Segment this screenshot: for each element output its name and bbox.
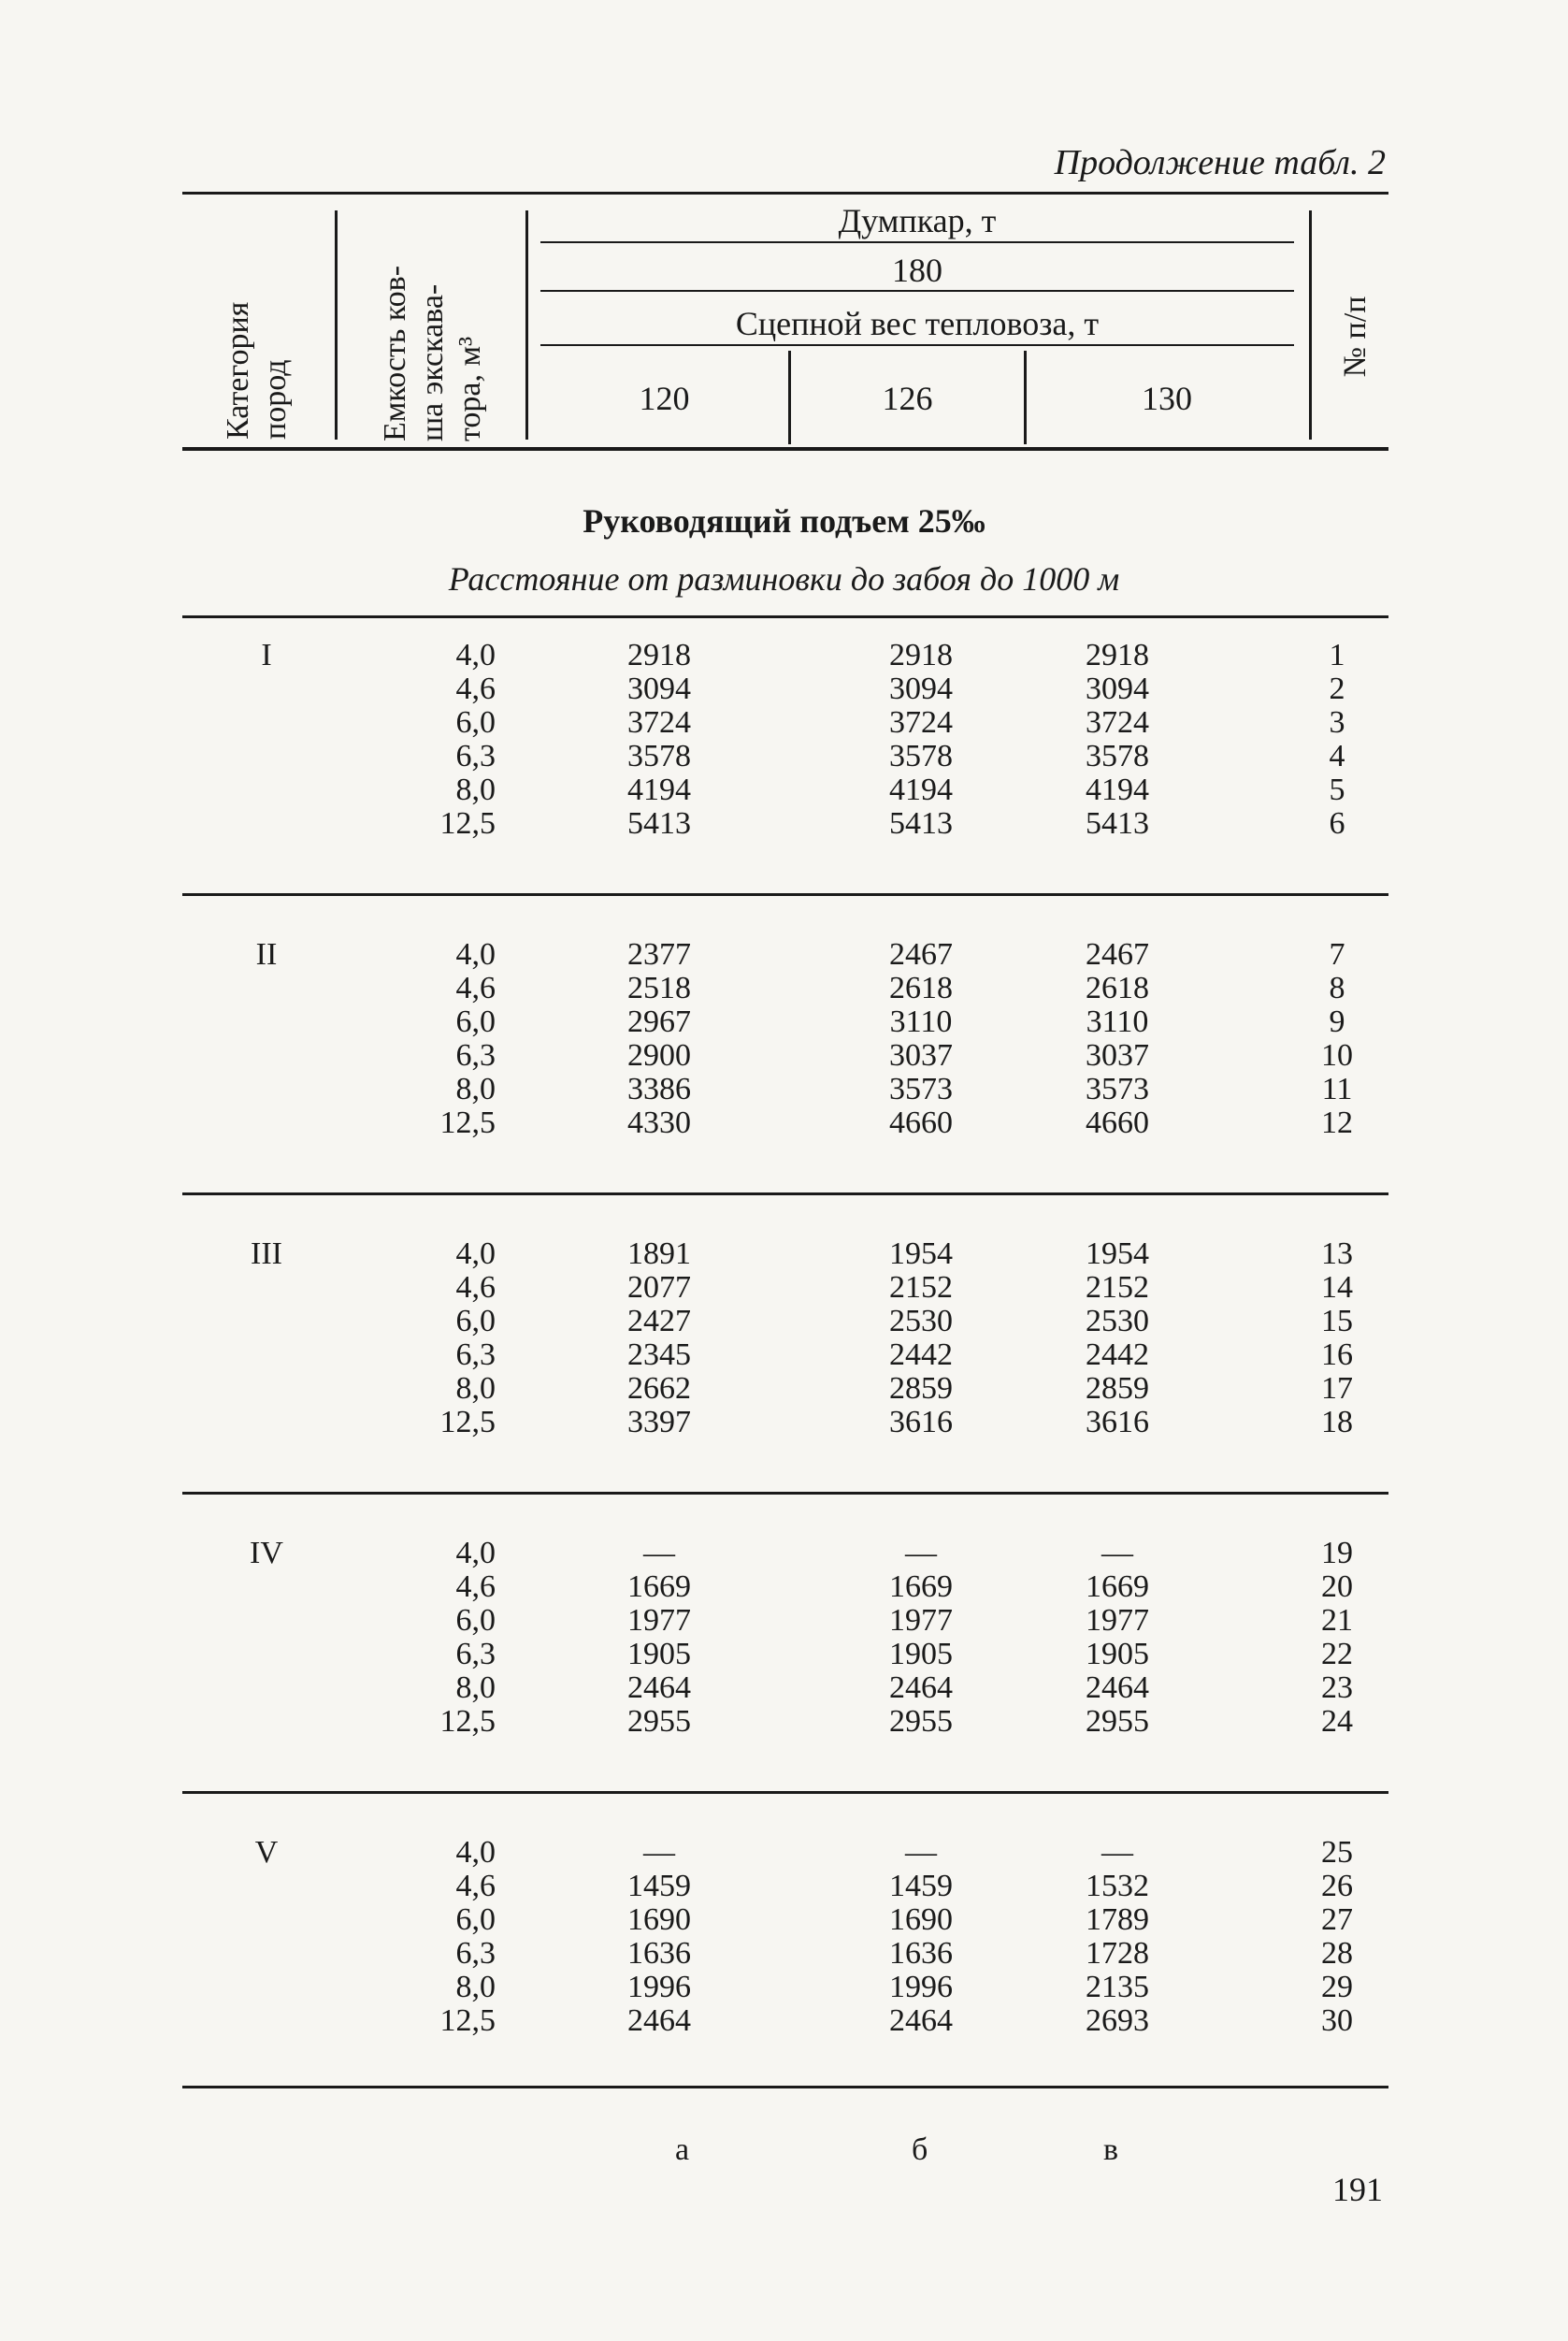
bucket-capacity-cell: 4,6 (455, 1569, 496, 1604)
value-120-cell: 1996 (627, 1970, 691, 2004)
row-number-cell: 22 (1321, 1637, 1353, 1671)
value-126-cell: 1669 (889, 1569, 953, 1604)
value-120-cell: 1690 (627, 1902, 691, 1937)
category-label: I (261, 638, 272, 672)
row-number-cell: 28 (1321, 1936, 1353, 1971)
row-number-cell: 14 (1321, 1270, 1353, 1305)
bucket-capacity-cell: 6,0 (455, 1603, 496, 1638)
bucket-capacity-cell: 4,0 (455, 937, 496, 972)
footer-label-b: б (912, 2132, 928, 2167)
value-120-cell: 1459 (627, 1869, 691, 1903)
value-130-cell: — (1101, 1536, 1133, 1570)
value-120-cell: 2427 (627, 1304, 691, 1338)
row-number-cell: 12 (1321, 1105, 1353, 1140)
section-subtitle: Расстояние от разминовки до забоя до 1000 м (448, 560, 1120, 598)
value-126-cell: 3094 (889, 672, 953, 706)
value-126-cell: 2467 (889, 937, 953, 972)
bucket-capacity-cell: 6,0 (455, 1304, 496, 1338)
value-126-cell: 2530 (889, 1304, 953, 1338)
value-130-cell: 3724 (1086, 705, 1149, 740)
value-130-cell: 2464 (1086, 1670, 1149, 1705)
bucket-capacity-cell: 6,0 (455, 705, 496, 740)
bucket-capacity-cell: 12,5 (439, 2003, 496, 2038)
bucket-capacity-cell: 4,6 (455, 971, 496, 1005)
value-130-cell: 2152 (1086, 1270, 1149, 1305)
bucket-capacity-cell: 6,3 (455, 1337, 496, 1372)
value-126-cell: 1459 (889, 1869, 953, 1903)
row-number-cell: 18 (1321, 1405, 1353, 1439)
value-130-cell: 3110 (1086, 1004, 1149, 1039)
page-number: 191 (1332, 2171, 1383, 2208)
footer-label-c: в (1103, 2132, 1119, 2167)
value-130-cell: 1954 (1086, 1236, 1149, 1271)
value-120-cell: 3386 (627, 1072, 691, 1106)
header-divider-1 (335, 210, 338, 440)
value-120-cell: 2464 (627, 1670, 691, 1705)
row-number-cell: 25 (1321, 1835, 1353, 1870)
header-divider-3 (1309, 210, 1312, 440)
header-capacity-line-2: ша экскава- (415, 283, 450, 441)
row-number-cell: 5 (1329, 773, 1345, 807)
value-130-cell: 3037 (1086, 1038, 1149, 1073)
value-126-cell: 1905 (889, 1637, 953, 1671)
category-label: II (255, 937, 278, 972)
row-number-cell: 20 (1321, 1569, 1353, 1604)
header-category (187, 210, 327, 440)
value-120-cell: — (643, 1536, 675, 1570)
value-126-cell: 2918 (889, 638, 953, 672)
row-number-cell: 24 (1321, 1704, 1353, 1739)
bucket-capacity-cell: 6,3 (455, 739, 496, 773)
bucket-capacity-cell: 6,0 (455, 1902, 496, 1937)
bucket-capacity-cell: 4,6 (455, 1270, 496, 1305)
value-120-cell: 1891 (627, 1236, 691, 1271)
value-130-cell: 1789 (1086, 1902, 1149, 1937)
group-divider-1 (182, 893, 1388, 896)
value-120-cell: 2900 (627, 1038, 691, 1073)
bucket-capacity-cell: 4,6 (455, 672, 496, 706)
row-number-cell: 11 (1321, 1072, 1353, 1106)
bucket-capacity-cell: 8,0 (455, 1072, 496, 1106)
value-120-cell: 2345 (627, 1337, 691, 1372)
value-120-cell: 2077 (627, 1270, 691, 1305)
section-title: Руководящий подъем 25‰ (583, 502, 985, 540)
category-label: III (251, 1236, 282, 1271)
value-130-cell: 2442 (1086, 1337, 1149, 1372)
header-category-line-2: пород (258, 359, 293, 440)
header-weight-120: 120 (639, 380, 690, 417)
value-120-cell: 4330 (627, 1105, 691, 1140)
value-130-cell: 1532 (1086, 1869, 1149, 1903)
category-label: IV (250, 1536, 283, 1570)
bucket-capacity-cell: 6,3 (455, 1038, 496, 1073)
bucket-capacity-cell: 8,0 (455, 1970, 496, 2004)
value-120-cell: 2918 (627, 638, 691, 672)
value-120-cell: 1636 (627, 1936, 691, 1971)
value-130-cell: 1905 (1086, 1637, 1149, 1671)
value-130-cell: 2530 (1086, 1304, 1149, 1338)
value-126-cell: 1996 (889, 1970, 953, 2004)
value-130-cell: 3094 (1086, 672, 1149, 706)
header-weight-130: 130 (1142, 380, 1192, 417)
bucket-capacity-cell: 12,5 (439, 1405, 496, 1439)
continuation-label: Продолжение табл. 2 (1054, 143, 1386, 182)
value-126-cell: 4660 (889, 1105, 953, 1140)
row-number-cell: 3 (1329, 705, 1345, 740)
value-126-cell: 3573 (889, 1072, 953, 1106)
header-rule-dumpcar (540, 241, 1294, 243)
bucket-capacity-cell: 8,0 (455, 1371, 496, 1406)
value-130-cell: 2955 (1086, 1704, 1149, 1739)
value-120-cell: 2518 (627, 971, 691, 1005)
value-126-cell: 1977 (889, 1603, 953, 1638)
value-120-cell: 5413 (627, 806, 691, 841)
header-dumpcar: Думпкар, т (838, 202, 997, 239)
value-130-cell: 2918 (1086, 638, 1149, 672)
bucket-capacity-cell: 6,3 (455, 1637, 496, 1671)
value-126-cell: 4194 (889, 773, 953, 807)
header-divider-2 (525, 210, 528, 440)
bucket-capacity-cell: 4,6 (455, 1869, 496, 1903)
value-126-cell: 1690 (889, 1902, 953, 1937)
value-126-cell: 2955 (889, 1704, 953, 1739)
bucket-capacity-cell: 4,0 (455, 1835, 496, 1870)
value-130-cell: 1728 (1086, 1936, 1149, 1971)
row-number-cell: 19 (1321, 1536, 1353, 1570)
bucket-capacity-cell: 12,5 (439, 1704, 496, 1739)
row-number-cell: 13 (1321, 1236, 1353, 1271)
header-capacity-line-1: Емкость ков- (378, 265, 412, 441)
value-130-cell: 4194 (1086, 773, 1149, 807)
row-number-cell: 21 (1321, 1603, 1353, 1638)
header-top-rule (182, 192, 1388, 195)
category-label: V (254, 1835, 279, 1870)
value-120-cell: 1669 (627, 1569, 691, 1604)
value-120-cell: 2967 (627, 1004, 691, 1039)
header-number-text: № п/п (1338, 296, 1373, 378)
group-divider-2 (182, 1192, 1388, 1195)
value-126-cell: 1636 (889, 1936, 953, 1971)
value-120-cell: 2464 (627, 2003, 691, 2038)
row-number-cell: 30 (1321, 2003, 1353, 2038)
footer-label-a: а (675, 2132, 690, 2167)
value-126-cell: 5413 (889, 806, 953, 841)
value-130-cell: 4660 (1086, 1105, 1149, 1140)
header-number (1318, 210, 1388, 440)
row-number-cell: 2 (1329, 672, 1345, 706)
header-bottom-rule (182, 447, 1388, 451)
group-divider-3 (182, 1492, 1388, 1495)
value-130-cell: 3616 (1086, 1405, 1149, 1439)
bucket-capacity-cell: 6,0 (455, 1004, 496, 1039)
value-120-cell: 3397 (627, 1405, 691, 1439)
row-number-cell: 17 (1321, 1371, 1353, 1406)
body-top-rule (182, 615, 1388, 618)
value-120-cell: 3094 (627, 672, 691, 706)
value-126-cell: 3578 (889, 739, 953, 773)
row-number-cell: 15 (1321, 1304, 1353, 1338)
value-120-cell: 2662 (627, 1371, 691, 1406)
value-130-cell: 5413 (1086, 806, 1149, 841)
value-126-cell: 2859 (889, 1371, 953, 1406)
value-130-cell: 2859 (1086, 1371, 1149, 1406)
row-number-cell: 6 (1329, 806, 1345, 841)
row-number-cell: 27 (1321, 1902, 1353, 1937)
bucket-capacity-cell: 6,3 (455, 1936, 496, 1971)
value-120-cell: 1905 (627, 1637, 691, 1671)
value-120-cell: 3578 (627, 739, 691, 773)
value-120-cell: — (643, 1835, 675, 1870)
bucket-capacity-cell: 4,0 (455, 1236, 496, 1271)
value-130-cell: 3578 (1086, 739, 1149, 773)
bucket-capacity-cell: 12,5 (439, 1105, 496, 1140)
header-category-line-1: Категория (221, 301, 255, 440)
row-number-cell: 29 (1321, 1970, 1353, 2004)
value-120-cell: 1977 (627, 1603, 691, 1638)
value-126-cell: 3724 (889, 705, 953, 740)
row-number-cell: 7 (1329, 937, 1345, 972)
group-divider-4 (182, 1791, 1388, 1794)
header-capacity-line-3: тора, м³ (453, 336, 487, 441)
value-126-cell: 2464 (889, 2003, 953, 2038)
header-dumpcar-value: 180 (892, 252, 942, 289)
value-120-cell: 2377 (627, 937, 691, 972)
row-number-cell: 26 (1321, 1869, 1353, 1903)
row-number-cell: 8 (1329, 971, 1345, 1005)
header-capacity (344, 210, 522, 440)
value-130-cell: 1669 (1086, 1569, 1149, 1604)
value-126-cell: — (905, 1835, 937, 1870)
row-number-cell: 1 (1329, 638, 1345, 672)
value-130-cell: — (1101, 1835, 1133, 1870)
row-number-cell: 10 (1321, 1038, 1353, 1073)
bucket-capacity-cell: 8,0 (455, 1670, 496, 1705)
value-126-cell: 3110 (889, 1004, 953, 1039)
bucket-capacity-cell: 8,0 (455, 773, 496, 807)
header-rule-180 (540, 290, 1294, 292)
value-130-cell: 2467 (1086, 937, 1149, 972)
body-bottom-rule (182, 2086, 1388, 2088)
value-130-cell: 2135 (1086, 1970, 1149, 2004)
value-126-cell: 1954 (889, 1236, 953, 1271)
row-number-cell: 16 (1321, 1337, 1353, 1372)
header-weight-126: 126 (882, 380, 933, 417)
bucket-capacity-cell: 4,0 (455, 1536, 496, 1570)
row-number-cell: 4 (1329, 739, 1345, 773)
value-130-cell: 3573 (1086, 1072, 1149, 1106)
value-126-cell: 3037 (889, 1038, 953, 1073)
value-126-cell: 2152 (889, 1270, 953, 1305)
value-126-cell: 2618 (889, 971, 953, 1005)
value-126-cell: — (905, 1536, 937, 1570)
value-130-cell: 2618 (1086, 971, 1149, 1005)
bucket-capacity-cell: 12,5 (439, 806, 496, 841)
value-126-cell: 2442 (889, 1337, 953, 1372)
row-number-cell: 9 (1329, 1004, 1345, 1039)
value-126-cell: 2464 (889, 1670, 953, 1705)
value-130-cell: 1977 (1086, 1603, 1149, 1638)
header-rule-locomotive (540, 344, 1294, 346)
value-130-cell: 2693 (1086, 2003, 1149, 2038)
value-120-cell: 2955 (627, 1704, 691, 1739)
value-120-cell: 3724 (627, 705, 691, 740)
header-locomotive: Сцепной вес тепловоза, т (735, 305, 1100, 342)
row-number-cell: 23 (1321, 1670, 1353, 1705)
value-126-cell: 3616 (889, 1405, 953, 1439)
bucket-capacity-cell: 4,0 (455, 638, 496, 672)
value-120-cell: 4194 (627, 773, 691, 807)
